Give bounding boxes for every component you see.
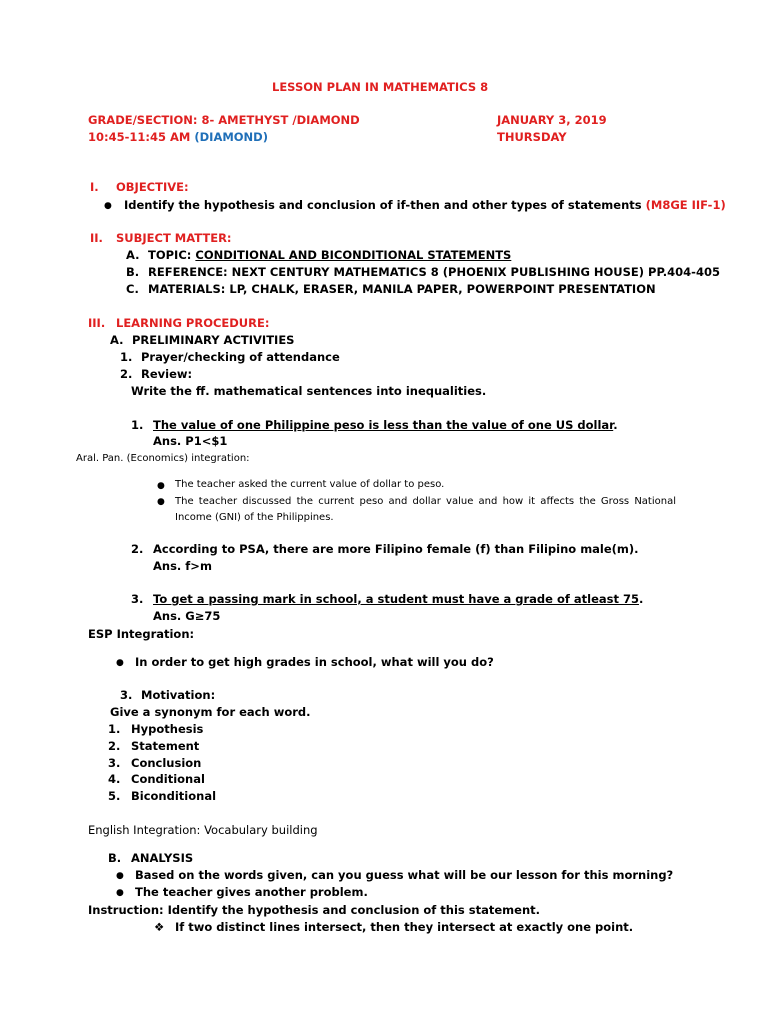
esp-integration: ESP Integration:: [88, 627, 195, 641]
lesson-day: THURSDAY: [497, 130, 567, 144]
answer-1: Ans. P1<$1: [153, 434, 228, 448]
bullet-icon: ●: [116, 871, 124, 881]
word-number: 2.: [108, 739, 121, 753]
word-item: Hypothesis: [131, 722, 204, 736]
objective-text: Identify the hypothesis and conclusion of if-then and other types of statements: [124, 198, 642, 212]
class-time: [88, 130, 268, 144]
subject-item-materials: MATERIALS: LP, CHALK, ERASER, MANILA PAPER, POWERPOINT PRESENTATION: [148, 282, 656, 296]
subject-item-letter: A.: [126, 248, 140, 262]
question-number: 2.: [131, 542, 144, 556]
analysis-bullet-2: The teacher gives another problem.: [135, 885, 368, 899]
word-item: Conditional: [131, 772, 205, 786]
bullet-icon: ●: [104, 201, 112, 211]
word-number: 5.: [108, 789, 121, 803]
aral-bullet-1: The teacher asked the current value of dollar to peso.: [175, 479, 445, 490]
aral-pan-integration: Aral. Pan. (Economics) integration:: [76, 453, 250, 464]
question-1-period: .: [613, 418, 618, 432]
esp-question: In order to get high grades in school, what will you do?: [135, 655, 494, 669]
step-motivation: Motivation:: [141, 688, 216, 702]
question-1: [153, 418, 618, 432]
subject-matter-numeral: II.: [90, 231, 103, 245]
word-item: Statement: [131, 739, 200, 753]
step-number: 2.: [120, 367, 133, 381]
diamond-bullet-icon: ❖: [154, 920, 165, 934]
step-prayer: Prayer/checking of attendance: [141, 350, 340, 364]
procedure-numeral: III.: [88, 316, 106, 330]
question-number: 3.: [131, 592, 144, 606]
question-2: According to PSA, there are more Filipino female (f) than Filipino male(m).: [153, 542, 639, 556]
word-item: Biconditional: [131, 789, 217, 803]
question-number: 1.: [131, 418, 144, 432]
subject-item-topic: [148, 248, 511, 262]
bullet-icon: ●: [116, 888, 124, 898]
step-number: 1.: [120, 350, 133, 364]
subject-item-letter: C.: [126, 282, 139, 296]
grade-section: GRADE/SECTION: 8- AMETHYST /DIAMOND: [88, 113, 360, 127]
lesson-date: JANUARY 3, 2019: [497, 113, 607, 127]
analysis-label: ANALYSIS: [131, 851, 194, 865]
prelim-letter: A.: [110, 333, 124, 347]
time-range: 10:45-11:45 AM: [88, 130, 191, 144]
subject-matter-heading: SUBJECT MATTER:: [116, 231, 232, 245]
question-1-text: The value of one Philippine peso is less than the value of one US dollar: [153, 418, 614, 432]
word-number: 4.: [108, 772, 121, 786]
question-3-period: .: [638, 592, 644, 606]
prelim-label: PRELIMINARY ACTIVITIES: [132, 333, 295, 347]
step-review: Review:: [141, 367, 193, 381]
review-instruction: Write the ff. mathematical sentences into inequalities.: [131, 384, 487, 398]
topic-value: CONDITIONAL AND BICONDITIONAL STATEMENTS: [195, 248, 512, 262]
question-3-text: To get a passing mark in school, a student must have a grade of atleast 75: [153, 592, 639, 606]
step-number: 3.: [120, 688, 133, 702]
conditional-statement: If two distinct lines intersect, then they intersect at exactly one point.: [175, 920, 634, 934]
bullet-icon: ●: [116, 658, 124, 668]
question-3: [153, 592, 643, 606]
analysis-bullet-1: Based on the words given, can you guess what will be our lesson for this morning?: [135, 868, 674, 882]
synonym-instruction: Give a synonym for each word.: [110, 705, 311, 719]
bullet-icon: ●: [157, 497, 165, 507]
time-section: (DIAMOND): [194, 130, 268, 144]
bullet-icon: ●: [157, 481, 165, 491]
english-integration: English Integration: Vocabulary building: [88, 823, 318, 837]
objective-statement: [124, 198, 726, 212]
word-item: Conclusion: [131, 756, 202, 770]
analysis-letter: B.: [108, 851, 122, 865]
objective-heading: OBJECTIVE:: [116, 180, 189, 194]
word-number: 1.: [108, 722, 121, 736]
subject-item-letter: B.: [126, 265, 140, 279]
objective-numeral: I.: [90, 180, 99, 194]
instruction: Instruction: Identify the hypothesis and conclusion of this statement.: [88, 903, 541, 917]
answer-3: Ans. G≥75: [153, 609, 221, 623]
procedure-heading: LEARNING PROCEDURE:: [116, 316, 270, 330]
subject-item-reference: REFERENCE: NEXT CENTURY MATHEMATICS 8 (PHOENIX PUBLISHING HOUSE) PP.404-405: [148, 265, 720, 279]
aral-bullet-2: The teacher discussed the current peso and dollar value and how it affects the Gross National Income (GNI) of the Philippines.: [175, 496, 676, 523]
topic-label: TOPIC:: [148, 248, 196, 262]
objective-code: (M8GE IIF-1): [645, 198, 726, 212]
document-title: LESSON PLAN IN MATHEMATICS 8: [272, 80, 489, 94]
answer-2: Ans. f>m: [153, 559, 212, 573]
word-number: 3.: [108, 756, 121, 770]
